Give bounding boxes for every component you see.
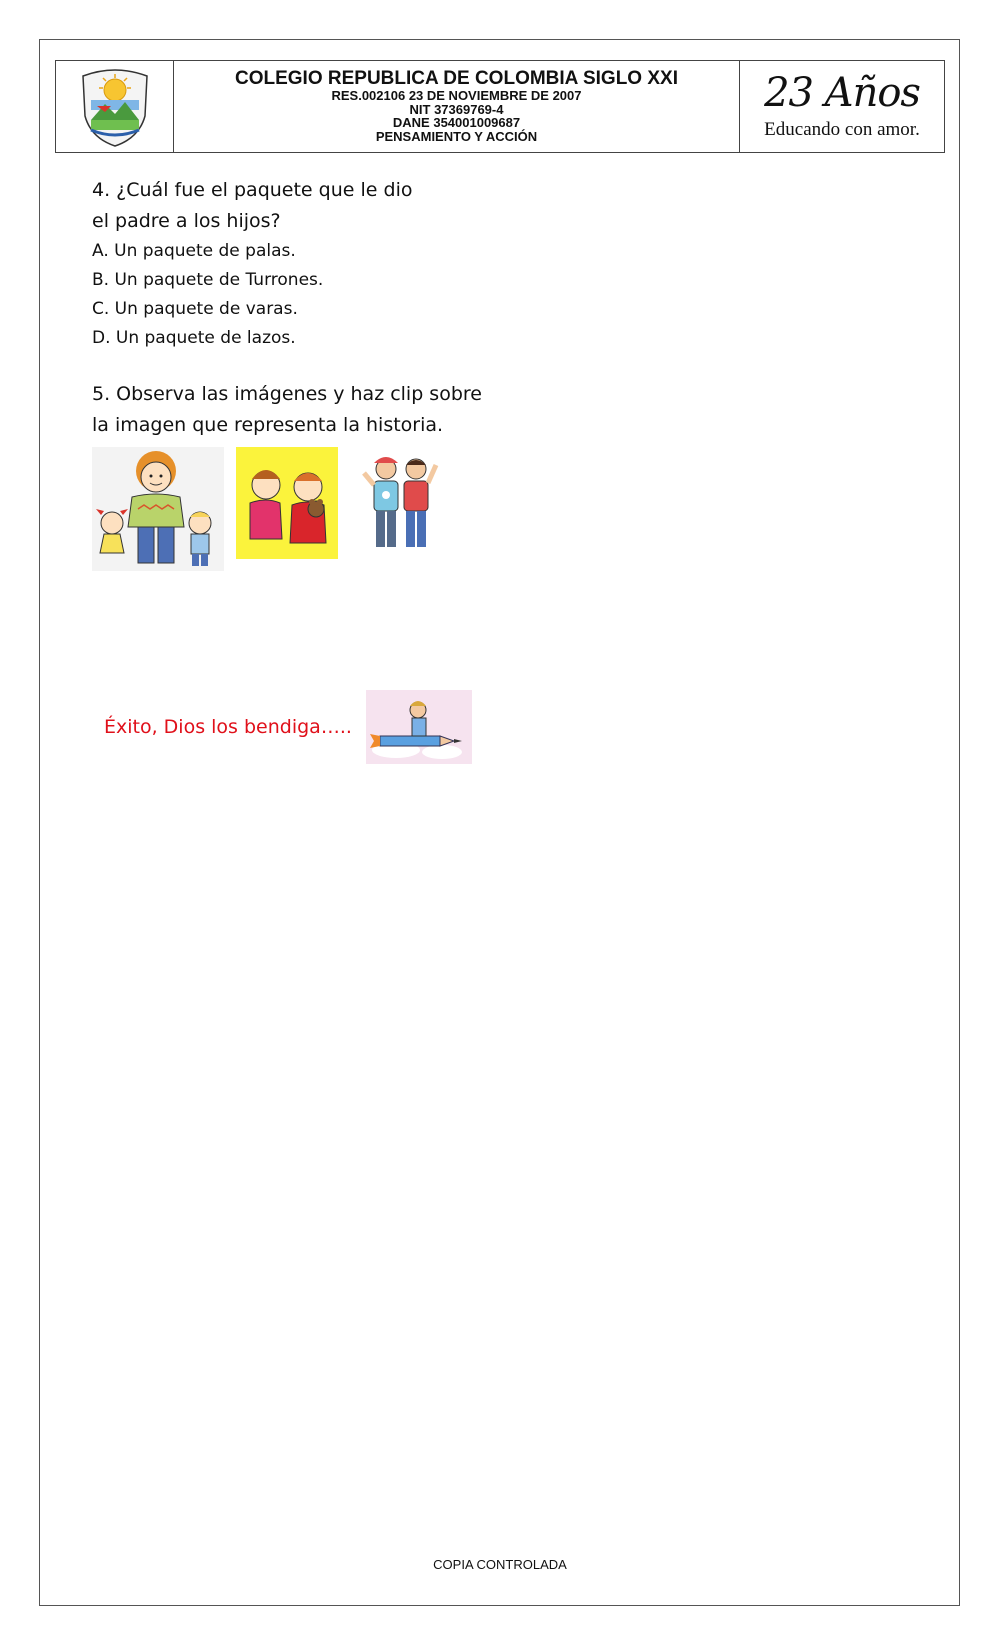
question-5-prompt: 5. Observa las imágenes y haz clip sobre la imagen que representa la historia.	[92, 383, 482, 436]
two-boys-image[interactable]	[350, 447, 460, 559]
answer-images	[92, 447, 492, 571]
question-4-option-b[interactable]: B. Un paquete de Turrones.	[92, 270, 324, 290]
school-info	[174, 61, 740, 152]
anniversary-text: 23 Años	[764, 69, 920, 116]
nit: NIT 37369769-4	[409, 101, 504, 117]
question-4-option-d[interactable]: D. Un paquete de lazos.	[92, 328, 296, 348]
resolution: RES.002106 23 DE NOVIEMBRE DE 2007	[331, 88, 582, 104]
worksheet-content	[92, 175, 492, 571]
closing-message: Éxito, Dios los bendiga…..	[104, 716, 352, 738]
slogan: PENSAMIENTO Y ACCIÓN	[375, 129, 538, 145]
school-crest-icon	[77, 66, 153, 148]
dane: DANE 354001009687	[392, 115, 521, 131]
children-arguing-image[interactable]	[236, 447, 338, 559]
school-logo	[56, 61, 174, 152]
girl-on-pencil-rocket-image	[366, 690, 472, 764]
motto: Educando con amor.	[764, 118, 920, 140]
question-4-option-a[interactable]: A. Un paquete de palas.	[92, 241, 296, 261]
question-4-prompt: 4. ¿Cuál fue el paquete que le dio el padre a los hijos?	[92, 179, 413, 232]
anniversary-box	[740, 61, 944, 152]
closing-section	[104, 690, 472, 764]
question-4-option-c[interactable]: C. Un paquete de varas.	[92, 299, 298, 319]
footer-controlled-copy: COPIA CONTROLADA	[433, 1557, 567, 1572]
school-name: COLEGIO REPUBLICA DE COLOMBIA SIGLO XXI	[234, 68, 678, 90]
document-header	[55, 60, 945, 153]
father-and-children-image[interactable]	[92, 447, 224, 571]
